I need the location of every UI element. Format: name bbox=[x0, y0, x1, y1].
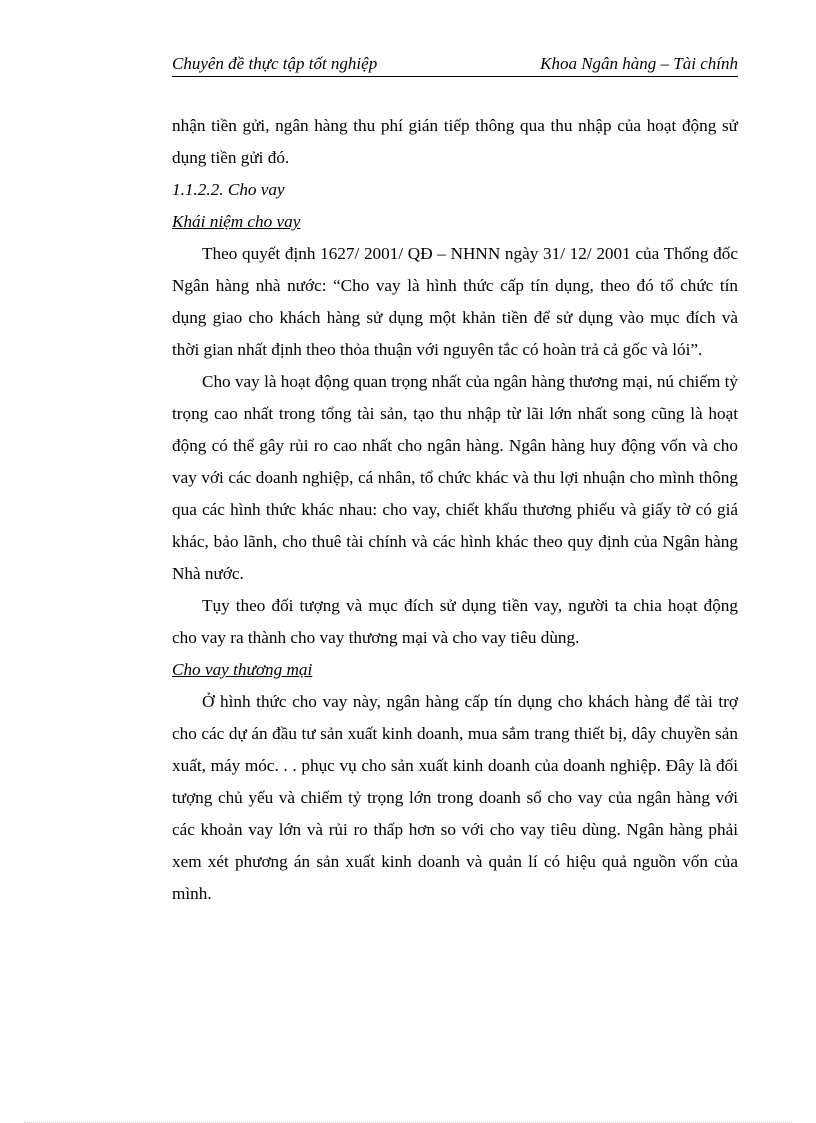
document-body bbox=[172, 110, 738, 910]
paragraph-importance: Cho vay là hoạt động quan trọng nhất của ngân hàng thương mại, nú chiếm tỷ trọng cao nhất trong tổng tài sản, tạo thu nhập từ lãi lớn nhất song cũng là hoạt động có thể gây rủi ro cao nhất cho ngân hàng. Ngân hàng huy động vốn và cho vay với các doanh nghiệp, cá nhân, tổ chức khác và thu lợi nhuận cho mình thông qua các hình thức khác nhau: cho vay, chiết khấu thương phiếu và giấy tờ có giá khác, bảo lãnh, cho thuê tài chính và các hình khác theo quy định của Ngân hàng Nhà nước. bbox=[172, 372, 738, 583]
page-header bbox=[172, 52, 738, 77]
section-heading: 1.1.2.2. Cho vay bbox=[172, 180, 285, 199]
paragraph-continued: nhận tiền gửi, ngân hàng thu phí gián tiếp thông qua thu nhập của hoạt động sử dụng tiền gửi đó. bbox=[172, 116, 738, 167]
paragraph-definition: Theo quyết định 1627/ 2001/ QĐ – NHNN ngày 31/ 12/ 2001 của Thống đốc Ngân hàng nhà nước: “Cho vay là hình thức cấp tín dụng, theo đó tổ chức tín dụng giao cho khách hàng sử dụng một khản tiền để sử dụng vào mục đích và thời gian nhất định theo thỏa thuận với nguyên tắc có hoàn trả cả gốc và lói”. bbox=[172, 244, 738, 359]
paragraph-commercial-loan: Ở hình thức cho vay này, ngân hàng cấp tín dụng cho khách hàng để tài trợ cho các dự án đầu tư sản xuất kinh doanh, mua sắm trang thiết bị, dây chuyền sản xuất, máy móc. . . phục vụ cho sản xuất kinh doanh của doanh nghiệp. Đây là đối tượng chủ yếu và chiếm tỷ trọng lớn trong doanh số cho vay của ngân hàng với các khoản vay lớn và rủi ro thấp hơn so với cho vay tiêu dùng. Ngân hàng phải xem xét phương án sản xuất kinh doanh và quản lí có hiệu quả nguồn vốn của mình. bbox=[172, 692, 738, 903]
paragraph-loan-types: Tụy theo đối tượng và mục đích sử dụng tiền vay, người ta chia hoạt động cho vay ra thành cho vay thương mại và cho vay tiêu dùng. bbox=[172, 596, 738, 647]
header-document-title: Chuyên đề thực tập tốt nghiệp bbox=[172, 54, 378, 73]
subheading-commercial-loan: Cho vay thương mại bbox=[172, 660, 313, 679]
subheading-loan-concept: Khái niệm cho vay bbox=[172, 212, 301, 231]
header-faculty: Khoa Ngân hàng – Tài chính bbox=[540, 54, 738, 73]
